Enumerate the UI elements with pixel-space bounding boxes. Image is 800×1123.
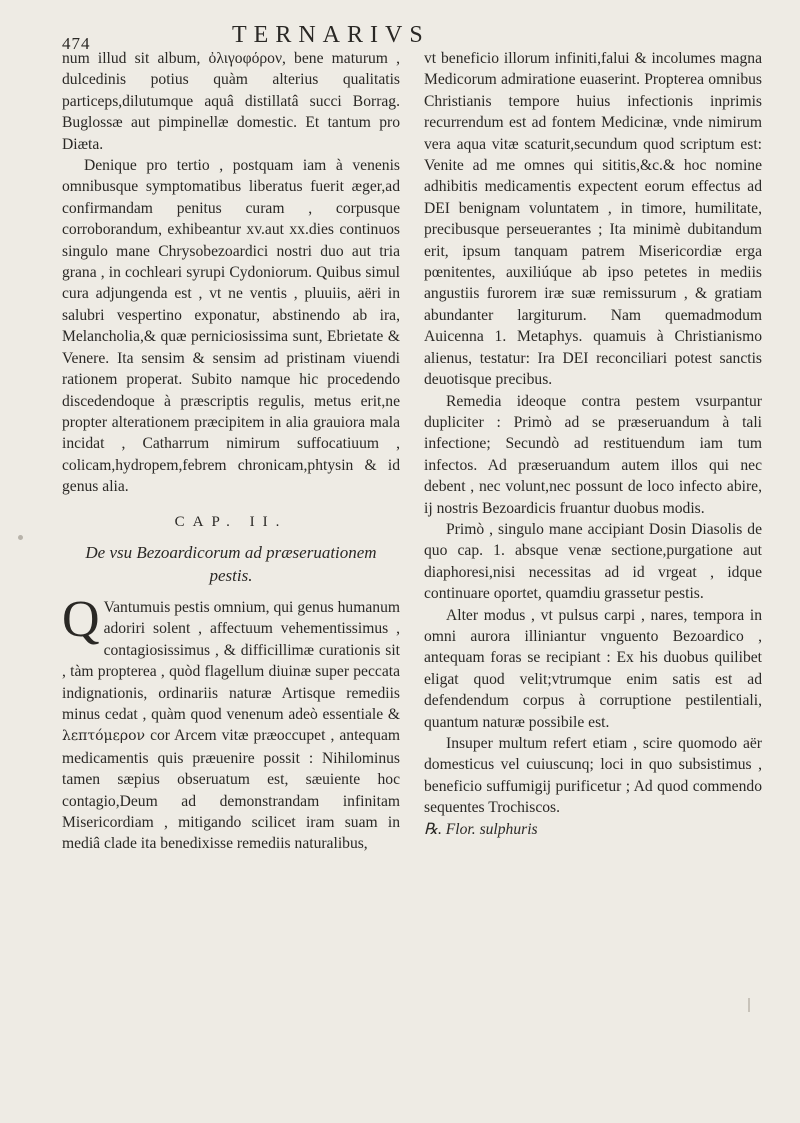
right-column <box>424 48 762 840</box>
left-column <box>62 48 400 855</box>
chapter-title: De vsu Bezoardicorum ad præseruationem pestis. <box>85 542 377 585</box>
paragraph: Insuper multum refert etiam , scire quomodo aër domesticus vel cuiuscunq; loci in quo subsistimus , beneficio suffumigij purificetur ; Ad quod commendo sequentes Trochiscos. <box>424 735 762 817</box>
paragraph: vt beneficio illorum infiniti,falui & incolumes magna Medicorum admiratione euaserint. Propterea omnibus Christianis tempore huius infectionis inprimis recurrendum est ad fontem Medicinæ, vnde nimirum vera aqua vitæ scaturit,secundum quod scriptum est: Venite ad me omnes qui sititis,&c.& hoc nomine adhibitis medicamentis expectent eorum effectus ad DEI benignam voluntatem , in timore, humilitate, precibusque perseuerantes ; Ita minimè dubitandum erit, ipsum tanquam patrem Misericordiæ erga pœnitentes, auxiliúque ab ipso petetes in mediis angustiis furorem iræ suæ remissurum , & gratiam abundanter largiturum. Nam quemadmodum Auicenna 1. Metaphys. quamuis à Christianismo alienus, testatur: Ira DEI reconciliari potest sanctis deuotisque precibus. <box>424 50 762 389</box>
paragraph-text: cor Arcem vitæ præoccupet , antequam medicamentis quis præuenire possit : Nihilominus tamen sæpius obseruatum est, sæuiente hoc contagio,Deum ad demonstrandam infinitam Misericordiam , mitigando scilicet iram suam in mediâ clade ita benedixisse remediis naturalibus, <box>62 727 400 853</box>
paragraph: num illud sit album, ὀλιγοφόρον, bene maturum , dulcedinis potius quàm alterius qualitatis particeps,dilutumque aquâ distillatâ succi Borrag. Buglossæ aut pimpinellæ domestic. Et tantum pro Diæta. <box>62 50 400 153</box>
paragraph: Denique pro tertio , postquam iam à venenis omnibusque symptomatibus liberatus fuerit æger,ad confirmandam penitus curam , corpusque corroborandum, exhibeantur xv.aut xx.dies continuos singulo mane Chrysobezoardici nostri duo aut tria grana , in cochleari syrupi Cydoniorum. Quibus simul cura adjungenda est , vt ne ventis , pluuiis, aëri in salubri vespertino exponatur, abstinendo ab ira, Melancholia,& quæ perniciosissima sunt, Ebrietate & Venere. Ita sensim & sensim ad pristinam viuendi rationem properat. Subito namque hic procedendo discedendoque à præscriptis regulis, metus erit,ne propter alterationem præcipitem in alia grauiora mala incidat , Catharrum nimirum suffocatiuum , colicam,hydropem,febrem chronicam,phtysin & id genus alia. <box>62 157 400 496</box>
paragraph: Alter modus , vt pulsus carpi , nares, tempora in omni aurora illiniantur vnguento Bezoardico , antequam foras se recipiant : Ex his duobus quilibet eligat quod velit;vtrumque enim satis est ad defendendum corpus à corruptione pestilentiali, quantum naturæ possibile est. <box>424 606 762 731</box>
chapter-heading: CAP. II. <box>174 513 288 530</box>
paragraph: Remedia ideoque contra pestem vsurpantur dupliciter : Primò ad se præseruandum à tali infectione; Secundò ad restituendum iam tum infectos. Ad præseruandum autem illos qui nec debent , nec volunt,nec possunt de loco infecto abire, ij nostris Bezoardicis fruantur duobus modis. <box>424 392 762 517</box>
running-title: TERNARIVS <box>232 22 430 48</box>
margin-mark <box>748 998 750 1012</box>
greek-word: λεπτόμερον <box>62 728 146 745</box>
page-number: 474 <box>62 34 91 53</box>
paragraph-text: Vantumuis pestis omnium, qui genus humanum adoriri solent , affectuum vehementissimus , contagiosissimus , & difficillimæ curationis sit , tàm propterea , quòd flagellum diuinæ super peccata indignationis, ordinariis naturæ Artisque remediis minus cedat , quàm quod venenum adeò essentiale & <box>62 598 400 723</box>
margin-speck <box>18 535 23 540</box>
drop-cap: Q <box>62 590 100 648</box>
paragraph <box>62 590 400 855</box>
recipe-line: ℞. Flor. sulphuris <box>424 820 538 838</box>
paragraph: Primò , singulo mane accipiant Dosin Diasolis de quo cap. 1. absque venæ sectione,purgatione aut diaphoresi,nisi necessitas ad id vrgeat , idque continuare oportet, quamdiu grassetur pestis. <box>424 520 762 603</box>
